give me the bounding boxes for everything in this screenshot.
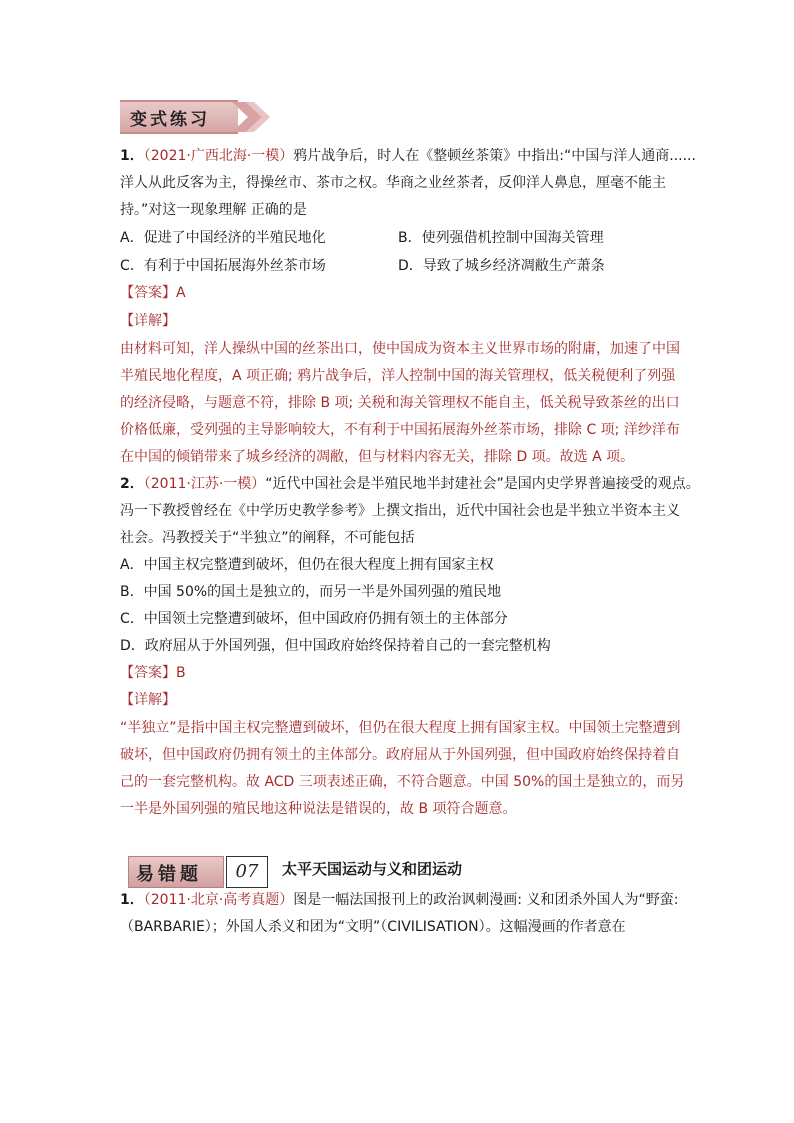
q1-source: （2021·广西北海·一模） [143, 148, 294, 164]
q2-stem-line-3: 社会。冯教授关于“半独立”的阐释，不可能包括 [120, 530, 415, 546]
q2-option-c: C．中国领土完整遭到破坏，但中国政府仍拥有领土的主体部分 [120, 611, 508, 627]
q2-detail-line-3: 己的一套完整机构。故 ACD 三项表述正确，不符合题意。中国 50%的国土是独立的，而另 [120, 774, 685, 790]
q1-answer [120, 283, 186, 303]
q1-detail-line-4: 价格低廉，受列强的主导影响较大，不有利于中国拓展海外丝茶市场，排除 C 项; 洋纱洋布 [120, 422, 680, 438]
q1-option-a: A．促进了中国经济的半殖民地化 [120, 230, 326, 246]
q1-option-c: C．有利于中国拓展海外丝茶市场 [120, 258, 326, 274]
q2-source: （2011·江苏·一模） [143, 476, 266, 492]
q3-stem-line-1 [120, 890, 678, 910]
q1-detail-line-1: 由材料可知，洋人操纵中国的丝茶出口，使中国成为资本主义世界市场的附庸，加速了中国 [120, 341, 680, 357]
q3-number: 1． [120, 892, 144, 908]
q3-stem-line-2: （BARBARIE）；外国人杀义和团为“文明”（CIVILISATION）。这幅漫画的作者意在 [120, 919, 626, 935]
q1-number: 1． [120, 148, 144, 164]
q2-number: 2． [120, 476, 144, 492]
banner-number: 07 [226, 856, 268, 888]
q2-option-b: B．中国 50%的国土是独立的，而另一半是外国列强的殖民地 [120, 584, 502, 600]
q1-stem-line-1 [120, 146, 696, 166]
q2-detail-label: 【详解】 [120, 692, 176, 708]
q1-detail-line-2: 半殖民地化程度，A 项正确; 鸦片战争后，洋人控制中国的海关管理权，低关税便利了列强 [120, 368, 676, 384]
q2-option-a: A．中国主权完整遭到破坏，但仍在很大程度上拥有国家主权 [120, 557, 494, 573]
banner-label: 易错题 [136, 864, 202, 885]
q2-stem-line-1 [120, 474, 700, 494]
q1-stem-text-1: 鸦片战争后，时人在《整顿丝茶策》中指出:“中国与洋人通商...... [293, 148, 696, 164]
q2-answer [120, 663, 186, 683]
double-chevron-icon [232, 100, 272, 134]
q1-detail-line-3: 的经济侵略，与题意不符，排除 B 项; 关税和海关管理权不能自主，低关税导致茶丝的出口 [120, 395, 680, 411]
q3-source: （2011·北京·高考真题） [143, 892, 294, 908]
q3-stem-text-1: 图是一幅法国报刊上的政治讽刺漫画: 义和团杀外国人为“野蛮: [293, 892, 679, 908]
q2-answer-value: B [176, 665, 186, 681]
q2-detail-line-1: “半独立”是指中国主权完整遭到破坏，但仍在很大程度上拥有国家主权。中国领土完整遭到 [120, 720, 681, 736]
q1-stem-line-2: 洋人从此反客为主，得操丝市、茶市之权。华商之业丝茶者，反仰洋人鼻息，厘毫不能主 [120, 175, 666, 191]
q2-detail-line-2: 破坏，但中国政府仍拥有领土的主体部分。政府屈从于外国列强，但中国政府始终保持着自 [120, 747, 680, 763]
q1-stem-line-3: 持。”对这一现象理解 正确的是 [120, 202, 307, 218]
section-banner-variant-practice [120, 100, 270, 134]
q2-answer-label: 【答案】 [120, 665, 176, 681]
q2-detail-line-4: 一半是外国列强的殖民地这种说法是错误的，故 B 项符合题意。 [120, 801, 517, 817]
banner-label: 变式练习 [130, 110, 210, 130]
section-title: 太平天国运动与义和团运动 [282, 860, 463, 878]
q1-detail-label: 【详解】 [120, 313, 176, 329]
q1-answer-value: A [176, 285, 186, 301]
q1-option-d: D．导致了城乡经济凋敝生产萧条 [398, 258, 605, 274]
q2-stem-text-1: “近代中国社会是半殖民地半封建社会”是国内史学界普遍接受的观点。 [265, 476, 700, 492]
q1-answer-label: 【答案】 [120, 285, 176, 301]
q2-stem-line-2: 冯一下教授曾经在《中学历史教学参考》上撰文指出，近代中国社会也是半独立半资本主义 [120, 503, 680, 519]
q1-option-b: B．使列强借机控制中国海关管理 [398, 230, 604, 246]
q1-detail-line-5: 在中国的倾销带来了城乡经济的凋敝，但与材料内容无关，排除 D 项。故选 A 项。 [120, 449, 635, 465]
q2-option-d: D．政府屈从于外国列强，但中国政府始终保持着自己的一套完整机构 [120, 638, 551, 654]
section-banner-error-prone [128, 856, 268, 888]
